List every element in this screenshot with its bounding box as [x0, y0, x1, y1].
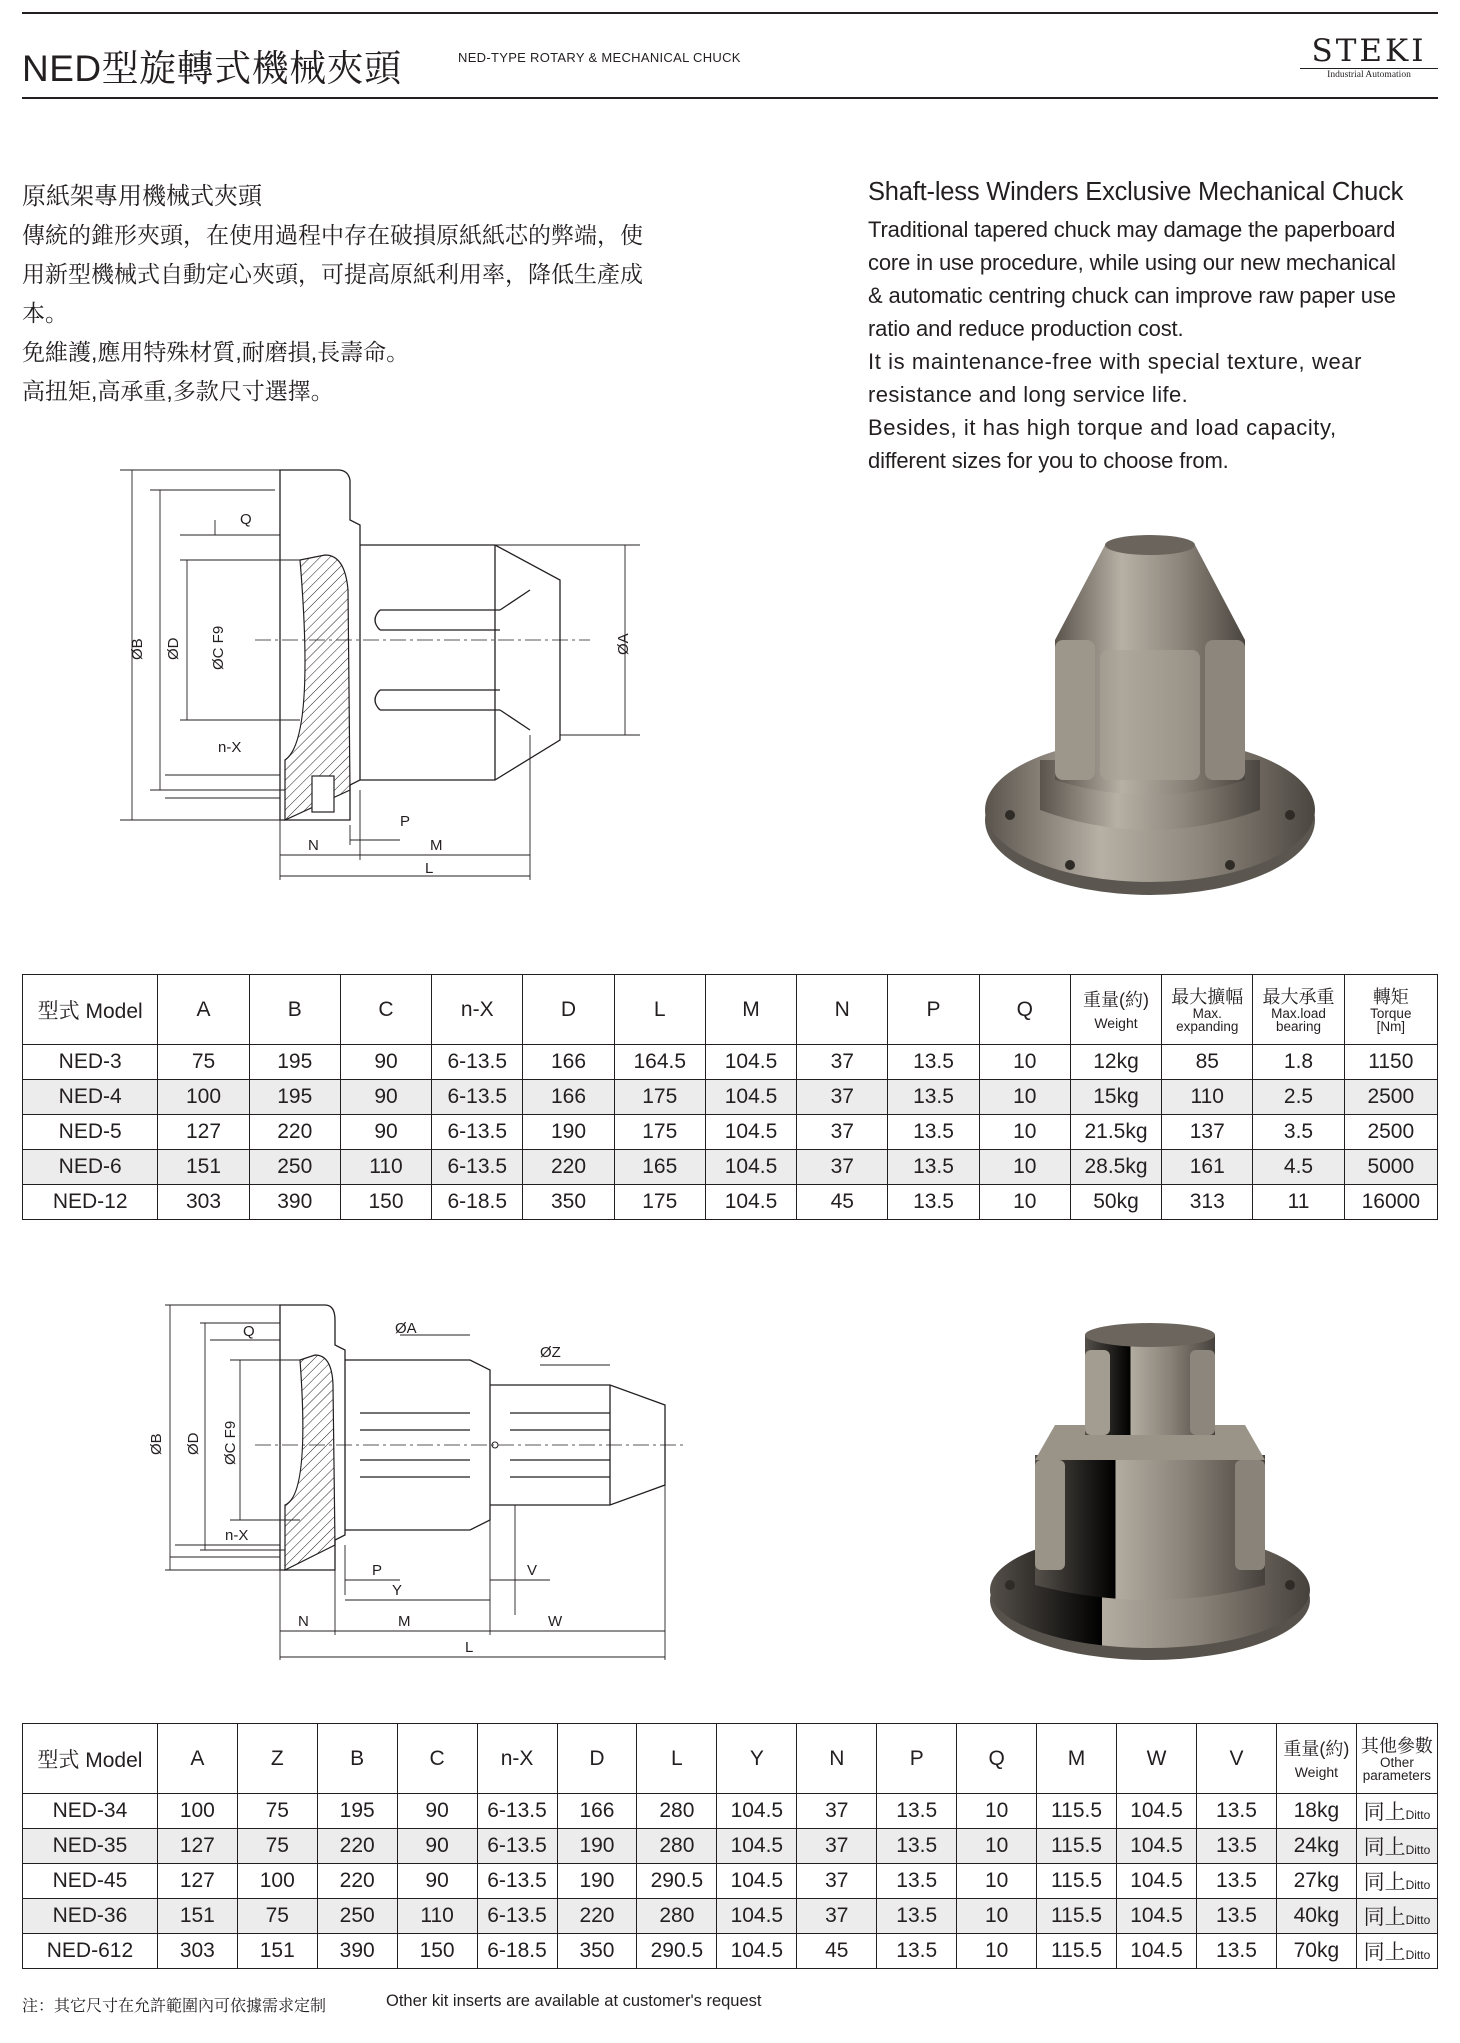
- table-cell: 6-13.5: [432, 1150, 523, 1185]
- col-W: W: [1117, 1724, 1197, 1794]
- table-cell: 115.5: [1037, 1864, 1117, 1899]
- table-cell: 137: [1162, 1115, 1253, 1150]
- table-cell: 104.5: [705, 1045, 796, 1080]
- dim-dA: ØA: [615, 633, 632, 655]
- table-cell: 313: [1162, 1185, 1253, 1220]
- table-cell: 10: [957, 1899, 1037, 1934]
- table-cell: 104.5: [1117, 1864, 1197, 1899]
- table-cell: NED-612: [23, 1934, 158, 1969]
- table-cell: 13.5: [877, 1794, 957, 1829]
- table-header-row: [23, 975, 1438, 1045]
- table-cell: 100: [157, 1794, 237, 1829]
- table-cell: 5000: [1344, 1150, 1437, 1185]
- technical-drawing-ned-extended: [140, 1295, 700, 1675]
- table-cell: NED-3: [23, 1045, 158, 1080]
- col-L: L: [614, 975, 705, 1045]
- col-nX: n-X: [432, 975, 523, 1045]
- intro-zh-line: 高扭矩,高承重,多款尺寸選擇。: [22, 378, 334, 404]
- table2-body: [23, 1794, 1438, 1969]
- top-rule: [22, 12, 1438, 14]
- table-cell: 166: [523, 1080, 614, 1115]
- table-cell: 127: [157, 1864, 237, 1899]
- dim-M: M: [398, 1613, 411, 1630]
- col-weight: [1276, 1724, 1356, 1794]
- table-cell: NED-34: [23, 1794, 158, 1829]
- table-cell: 2500: [1344, 1115, 1437, 1150]
- weight-en: Weight: [1094, 1014, 1138, 1031]
- table-cell: 13.5: [877, 1829, 957, 1864]
- table-cell: 90: [340, 1080, 431, 1115]
- col-other: [1356, 1724, 1437, 1794]
- spec-table-ned: [22, 974, 1438, 1220]
- table-cell: 290.5: [637, 1934, 717, 1969]
- col-weight: [1070, 975, 1161, 1045]
- spec-table-ned-extended: [22, 1723, 1438, 1969]
- table-cell: 37: [797, 1045, 888, 1080]
- table-cell: 164.5: [614, 1045, 705, 1080]
- other-en1: Other: [1380, 1754, 1414, 1770]
- other-zh: 其他參數: [1360, 1735, 1433, 1756]
- torque-zh: 轉矩: [1372, 986, 1409, 1007]
- table-cell: 90: [340, 1115, 431, 1150]
- table-cell: 45: [797, 1185, 888, 1220]
- table-cell: 13.5: [877, 1899, 957, 1934]
- table-cell: 1150: [1344, 1045, 1437, 1080]
- brand-logo: [1300, 33, 1438, 81]
- table1-body: [23, 1045, 1438, 1220]
- table-cell: 37: [797, 1115, 888, 1150]
- intro-en-line: It is maintenance-free with special texture, wear: [868, 349, 1363, 374]
- table-cell: 280: [637, 1794, 717, 1829]
- table-cell: 10: [957, 1864, 1037, 1899]
- maxexp-en2: expanding: [1176, 1018, 1239, 1034]
- table-cell: 37: [797, 1829, 877, 1864]
- col-maxexp: [1162, 975, 1253, 1045]
- table-cell: 45: [797, 1934, 877, 1969]
- table-cell: 18kg: [1276, 1794, 1356, 1829]
- table-cell: 75: [237, 1899, 317, 1934]
- table-cell: 13.5: [888, 1115, 979, 1150]
- table-cell: 303: [158, 1185, 249, 1220]
- table-header-row: [23, 1724, 1438, 1794]
- table-cell: 195: [317, 1794, 397, 1829]
- table-cell: NED-36: [23, 1899, 158, 1934]
- table-cell: 37: [797, 1899, 877, 1934]
- intro-zh-line: 本。: [22, 300, 68, 326]
- col-D: D: [523, 975, 614, 1045]
- table-cell: 40kg: [1276, 1899, 1356, 1934]
- col-N: N: [797, 975, 888, 1045]
- table-cell: 13.5: [1196, 1934, 1276, 1969]
- header-rule: [22, 97, 1438, 99]
- col-Q: Q: [979, 975, 1070, 1045]
- col-maxload: [1253, 975, 1344, 1045]
- ditto-zh: 同上: [1363, 1836, 1406, 1859]
- torque-en2: [Nm]: [1376, 1018, 1406, 1034]
- table-cell: 10: [979, 1185, 1070, 1220]
- table-cell: 161: [1162, 1150, 1253, 1185]
- table-cell: 37: [797, 1080, 888, 1115]
- table-cell: 10: [979, 1045, 1070, 1080]
- table-cell: 190: [557, 1829, 637, 1864]
- table-cell: 10: [957, 1794, 1037, 1829]
- table-cell: 104.5: [717, 1864, 797, 1899]
- table-cell: 151: [157, 1899, 237, 1934]
- table-cell: 110: [397, 1899, 477, 1934]
- table-cell: 13.5: [888, 1150, 979, 1185]
- ditto-en: Ditto: [1405, 1948, 1431, 1962]
- col-Q: Q: [957, 1724, 1037, 1794]
- ditto-cell: [1356, 1829, 1437, 1864]
- col-model: 型式 Model: [23, 1724, 158, 1794]
- table-cell: 110: [340, 1150, 431, 1185]
- dim-nX: n-X: [225, 1527, 249, 1544]
- table-cell: 6-13.5: [477, 1864, 557, 1899]
- table-cell: 75: [237, 1829, 317, 1864]
- page-title: NED型旋轉式機械夾頭: [22, 48, 402, 89]
- table-cell: 11: [1253, 1185, 1344, 1220]
- table-cell: 13.5: [877, 1864, 957, 1899]
- dim-dD: ØD: [185, 1432, 202, 1455]
- dim-N: N: [308, 837, 319, 854]
- table-cell: 280: [637, 1899, 717, 1934]
- weight-zh: 重量(約): [1083, 989, 1149, 1010]
- table-cell: 175: [614, 1080, 705, 1115]
- table-cell: 37: [797, 1794, 877, 1829]
- table-cell: 151: [237, 1934, 317, 1969]
- table-cell: 2500: [1344, 1080, 1437, 1115]
- table-cell: 104.5: [717, 1794, 797, 1829]
- table-cell: 15kg: [1070, 1080, 1161, 1115]
- table-cell: 37: [797, 1864, 877, 1899]
- table-cell: 104.5: [1117, 1829, 1197, 1864]
- intro-zh-line: 免維護,應用特殊材質,耐磨損,長壽命。: [22, 339, 410, 365]
- ditto-zh: 同上: [1363, 1941, 1406, 1964]
- brand-tagline: Industrial Automation: [1300, 68, 1438, 81]
- table-cell: 280: [637, 1829, 717, 1864]
- dim-P: P: [400, 813, 411, 830]
- table-cell: 6-13.5: [477, 1829, 557, 1864]
- table-cell: 390: [249, 1185, 340, 1220]
- maxexp-en1: Max.: [1192, 1005, 1222, 1021]
- table-cell: 303: [157, 1934, 237, 1969]
- dim-M: M: [430, 837, 443, 854]
- table-cell: 13.5: [888, 1080, 979, 1115]
- table-cell: 390: [317, 1934, 397, 1969]
- table-cell: 75: [158, 1045, 249, 1080]
- table-cell: NED-5: [23, 1115, 158, 1150]
- table-cell: 6-13.5: [432, 1080, 523, 1115]
- table-cell: 13.5: [888, 1045, 979, 1080]
- table-cell: 127: [157, 1829, 237, 1864]
- table-cell: 75: [237, 1794, 317, 1829]
- dim-dB: ØB: [148, 1433, 165, 1455]
- table-cell: 6-13.5: [477, 1899, 557, 1934]
- dim-dB: ØB: [129, 638, 146, 660]
- intro-zh-heading: 原紙架專用機械式夾頭: [22, 183, 262, 210]
- col-M: M: [705, 975, 796, 1045]
- intro-en-line: & automatic centring chuck can improve raw paper use: [868, 283, 1396, 308]
- table-cell: 220: [249, 1115, 340, 1150]
- dim-Q: Q: [240, 511, 252, 528]
- table-cell: 4.5: [1253, 1150, 1344, 1185]
- table-cell: 6-13.5: [477, 1794, 557, 1829]
- table-cell: 13.5: [877, 1934, 957, 1969]
- table-cell: NED-45: [23, 1864, 158, 1899]
- table-cell: 2.5: [1253, 1080, 1344, 1115]
- table-cell: 16000: [1344, 1185, 1437, 1220]
- maxexp-zh: 最大擴幅: [1171, 986, 1244, 1007]
- intro-en-line: resistance and long service life.: [868, 382, 1189, 407]
- col-B: B: [317, 1724, 397, 1794]
- dim-V: V: [527, 1562, 538, 1579]
- intro-zh-body: [22, 216, 712, 411]
- col-C: C: [397, 1724, 477, 1794]
- table-row: [23, 1115, 1438, 1150]
- table-cell: 195: [249, 1080, 340, 1115]
- table-cell: 70kg: [1276, 1934, 1356, 1969]
- weight-zh: 重量(約): [1283, 1738, 1350, 1759]
- col-model: 型式 Model: [23, 975, 158, 1045]
- table-cell: 104.5: [717, 1899, 797, 1934]
- table-cell: 50kg: [1070, 1185, 1161, 1220]
- intro-en-line: ratio and reduce production cost.: [868, 316, 1184, 341]
- table-cell: 6-13.5: [432, 1115, 523, 1150]
- ditto-cell: [1356, 1899, 1437, 1934]
- ditto-en: Ditto: [1405, 1843, 1431, 1857]
- table-cell: NED-6: [23, 1150, 158, 1185]
- table-cell: 90: [397, 1829, 477, 1864]
- col-Y: Y: [717, 1724, 797, 1794]
- dim-dZ: ØZ: [540, 1344, 561, 1361]
- technical-drawing-ned: [120, 460, 660, 890]
- col-B: B: [249, 975, 340, 1045]
- table-cell: 220: [557, 1899, 637, 1934]
- table-cell: 104.5: [717, 1829, 797, 1864]
- ditto-cell: [1356, 1934, 1437, 1969]
- ditto-zh: 同上: [1363, 1871, 1406, 1894]
- intro-en-heading: Shaft-less Winders Exclusive Mechanical Chuck: [868, 178, 1404, 206]
- table-row: [23, 1150, 1438, 1185]
- table-cell: 100: [158, 1080, 249, 1115]
- table-cell: 12kg: [1070, 1045, 1161, 1080]
- table-cell: 90: [397, 1864, 477, 1899]
- table-cell: 21.5kg: [1070, 1115, 1161, 1150]
- table-cell: 166: [557, 1794, 637, 1829]
- other-en2: parameters: [1362, 1767, 1432, 1783]
- ditto-cell: [1356, 1864, 1437, 1899]
- ditto-en: Ditto: [1405, 1913, 1431, 1927]
- intro-en-line: Besides, it has high torque and load capacity,: [868, 415, 1337, 440]
- table-cell: 90: [397, 1794, 477, 1829]
- table-cell: 195: [249, 1045, 340, 1080]
- table-cell: 1.8: [1253, 1045, 1344, 1080]
- table-cell: 6-13.5: [432, 1045, 523, 1080]
- intro-en-line: core in use procedure, while using our new mechanical: [868, 250, 1396, 275]
- table-cell: 250: [249, 1150, 340, 1185]
- col-D: D: [557, 1724, 637, 1794]
- table-cell: 24kg: [1276, 1829, 1356, 1864]
- table-cell: 85: [1162, 1045, 1253, 1080]
- ditto-cell: [1356, 1794, 1437, 1829]
- dim-N: N: [298, 1613, 309, 1630]
- intro-en-line: different sizes for you to choose from.: [868, 448, 1229, 473]
- table-cell: 90: [340, 1045, 431, 1080]
- col-nX: n-X: [477, 1724, 557, 1794]
- table-cell: 350: [523, 1185, 614, 1220]
- maxload-zh: 最大承重: [1262, 986, 1335, 1007]
- table-cell: 6-18.5: [477, 1934, 557, 1969]
- table-cell: 115.5: [1037, 1899, 1117, 1934]
- table-cell: 104.5: [1117, 1794, 1197, 1829]
- table-cell: 104.5: [717, 1934, 797, 1969]
- col-Z: Z: [237, 1724, 317, 1794]
- table-cell: 190: [523, 1115, 614, 1150]
- col-C: C: [340, 975, 431, 1045]
- dim-W: W: [548, 1613, 563, 1630]
- table-cell: 290.5: [637, 1864, 717, 1899]
- ditto-en: Ditto: [1405, 1878, 1431, 1892]
- table-row: [23, 1934, 1438, 1969]
- table-cell: 10: [957, 1934, 1037, 1969]
- table-cell: 166: [523, 1045, 614, 1080]
- table-cell: 104.5: [1117, 1899, 1197, 1934]
- table-row: [23, 1794, 1438, 1829]
- table-cell: 13.5: [1196, 1864, 1276, 1899]
- table-cell: 13.5: [1196, 1829, 1276, 1864]
- dim-P: P: [372, 1562, 383, 1579]
- table-cell: 10: [979, 1080, 1070, 1115]
- brand-name: STEKI: [1311, 33, 1427, 69]
- dim-dC: ØC F9: [222, 1420, 239, 1465]
- table-cell: 115.5: [1037, 1794, 1117, 1829]
- table-cell: 150: [340, 1185, 431, 1220]
- table-cell: 10: [979, 1115, 1070, 1150]
- table-cell: 10: [979, 1150, 1070, 1185]
- table-cell: 104.5: [705, 1185, 796, 1220]
- table-cell: 104.5: [1117, 1934, 1197, 1969]
- table-cell: NED-4: [23, 1080, 158, 1115]
- table-cell: 104.5: [705, 1080, 796, 1115]
- col-V: V: [1196, 1724, 1276, 1794]
- table-cell: 13.5: [888, 1185, 979, 1220]
- table-row: [23, 1899, 1438, 1934]
- ditto-en: Ditto: [1405, 1808, 1431, 1822]
- table-cell: 190: [557, 1864, 637, 1899]
- dim-Q: Q: [243, 1323, 255, 1340]
- chuck-photo-ned-extended: [980, 1295, 1320, 1675]
- table-cell: 110: [1162, 1080, 1253, 1115]
- table-cell: 350: [557, 1934, 637, 1969]
- intro-zh-line: 傳統的錐形夾頭，在使用過程中存在破損原紙紙芯的弊端，使: [22, 222, 643, 248]
- maxload-en2: bearing: [1275, 1018, 1322, 1034]
- footer-note-zh: 注：其它尺寸在允許範圍內可依據需求定制: [22, 1998, 327, 2015]
- col-A: A: [158, 975, 249, 1045]
- table-cell: 104.5: [705, 1115, 796, 1150]
- chuck-photo-ned: [980, 530, 1320, 910]
- table-cell: 220: [317, 1829, 397, 1864]
- footer-note-en: Other kit inserts are available at customer's request: [386, 1992, 762, 2010]
- table-cell: 150: [397, 1934, 477, 1969]
- table-row: [23, 1864, 1438, 1899]
- intro-en-line: Traditional tapered chuck may damage the paperboard: [868, 217, 1396, 242]
- table-row: [23, 1185, 1438, 1220]
- table-cell: 151: [158, 1150, 249, 1185]
- col-P: P: [888, 975, 979, 1045]
- weight-en: Weight: [1294, 1763, 1339, 1780]
- dim-nX: n-X: [218, 739, 242, 756]
- table-cell: 37: [797, 1150, 888, 1185]
- dim-dD: ØD: [165, 637, 182, 660]
- table-cell: 3.5: [1253, 1115, 1344, 1150]
- table-cell: 13.5: [1196, 1794, 1276, 1829]
- ditto-zh: 同上: [1363, 1801, 1406, 1824]
- dim-L: L: [465, 1639, 474, 1656]
- intro-zh-line: 用新型機械式自動定心夾頭，可提高原紙利用率，降低生產成: [22, 261, 643, 287]
- table-cell: 28.5kg: [1070, 1150, 1161, 1185]
- dim-Y: Y: [392, 1582, 403, 1599]
- table-cell: 27kg: [1276, 1864, 1356, 1899]
- dim-dA: ØA: [395, 1320, 417, 1337]
- col-N: N: [797, 1724, 877, 1794]
- table-cell: 6-18.5: [432, 1185, 523, 1220]
- maxload-en1: Max.load: [1271, 1005, 1326, 1021]
- table-cell: 175: [614, 1185, 705, 1220]
- table-cell: 165: [614, 1150, 705, 1185]
- col-L: L: [637, 1724, 717, 1794]
- table-row: [23, 1045, 1438, 1080]
- table-cell: 100: [237, 1864, 317, 1899]
- table-row: [23, 1080, 1438, 1115]
- table-cell: NED-12: [23, 1185, 158, 1220]
- page-subtitle: NED-TYPE ROTARY & MECHANICAL CHUCK: [458, 50, 741, 65]
- table-cell: 115.5: [1037, 1829, 1117, 1864]
- ditto-zh: 同上: [1363, 1906, 1406, 1929]
- dim-dC: ØC F9: [210, 625, 227, 670]
- table-cell: 10: [957, 1829, 1037, 1864]
- table-cell: 13.5: [1196, 1899, 1276, 1934]
- table-cell: NED-35: [23, 1829, 158, 1864]
- table-cell: 220: [317, 1864, 397, 1899]
- table-cell: 127: [158, 1115, 249, 1150]
- torque-en1: Torque: [1370, 1005, 1412, 1021]
- intro-en-body: [868, 213, 1438, 477]
- table-cell: 104.5: [705, 1150, 796, 1185]
- col-A: A: [157, 1724, 237, 1794]
- col-torque: [1344, 975, 1437, 1045]
- table-cell: 115.5: [1037, 1934, 1117, 1969]
- col-M: M: [1037, 1724, 1117, 1794]
- dim-L: L: [425, 860, 434, 877]
- col-P: P: [877, 1724, 957, 1794]
- table-cell: 220: [523, 1150, 614, 1185]
- table-cell: 175: [614, 1115, 705, 1150]
- table-cell: 250: [317, 1899, 397, 1934]
- table-row: [23, 1829, 1438, 1864]
